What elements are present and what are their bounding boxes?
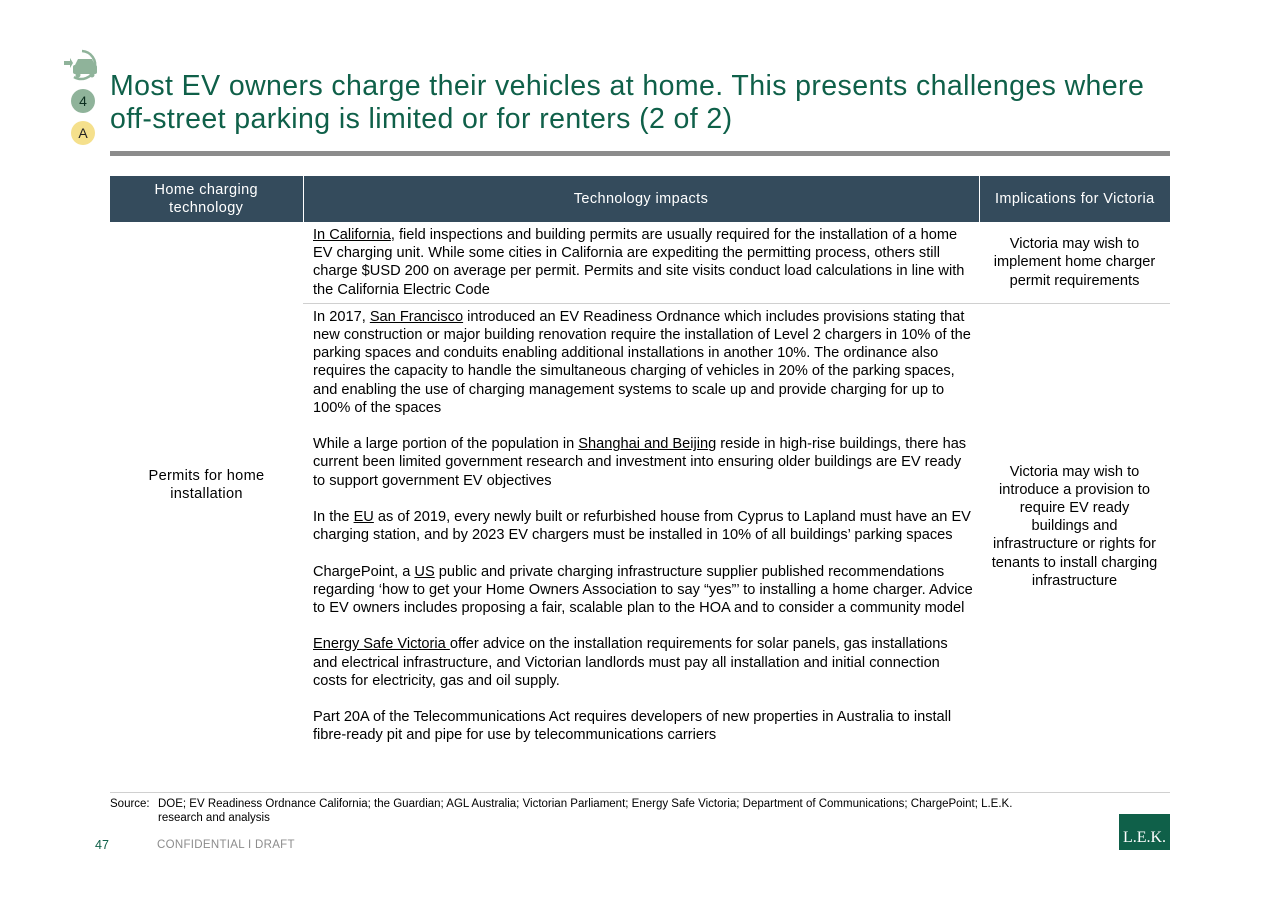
impact-paragraph <box>313 563 973 618</box>
source-text: DOE; EV Readiness Ordnance California; the Guardian; AGL Australia; Victorian Parliament; Energy Safe Victoria; Department of Communications; ChargePoint; L.E.K. research and analysis <box>158 798 1013 824</box>
impact-text: offer advice on the installation requirements for solar panels, gas installations and electrical infrastructure, and Victorian landlords must pay all installation and initial connection costs for electricity, gas and oil supply. <box>313 636 948 689</box>
ev-charger-icon <box>62 47 104 83</box>
page-title: Most EV owners charge their vehicles at home. This presents challenges where off-street parking is limited or for renters (2 of 2) <box>110 70 1145 135</box>
impact-text: as of 2019, every newly built or refurbished house from Cyprus to Lapland must have an EV charging station, and by 2023 EV chargers must be installed in 10% of all buildings’ parking spaces <box>313 509 971 544</box>
impact-prefix: While a large portion of the population in <box>313 436 579 453</box>
technology-cell: Permits for home installation <box>148 468 265 503</box>
source-label: Source: <box>110 798 150 810</box>
region-link: EU <box>353 509 374 526</box>
impact-prefix: In the <box>313 509 354 526</box>
impact-text: introduced an EV Readiness Ordnance which includes provisions stating that new construction or major building renovation require the installation of Level 2 chargers in 10% of the parking spaces and conduits enabling additional installations in another 10%. The ordinance also requires the capacity to handle the simultaneous charging of vehicles in 20% of the parking spaces, and enabling the use of charging management systems to scale up and provide charging for up to 100% of the spaces <box>313 308 971 416</box>
region-link: US <box>414 563 435 580</box>
impact-prefix: ChargePoint, a <box>313 563 415 580</box>
impact-paragraph <box>313 708 973 744</box>
company-logo: L.E.K. <box>1119 814 1170 850</box>
implication-cell: Victoria may wish to implement home charger permit requirements <box>979 222 1170 303</box>
impact-cell <box>303 303 979 748</box>
implication-cell: Victoria may wish to introduce a provision to require EV ready buildings and infrastructure or rights for tenants to install charging infrastructure <box>991 463 1158 589</box>
impact-text: , field inspections and building permits are usually required for the installation of a home EV charging unit. While some cities in California are expediting the permitting process, others still charge $USD 200 on average per permit. Permits and site visits conduct load calculations in line with the California Electric Code <box>313 227 965 298</box>
region-link: San Francisco <box>369 308 464 325</box>
region-link: In California <box>313 227 391 243</box>
region-link: Energy Safe Victoria <box>313 636 450 653</box>
impact-paragraph <box>313 508 973 544</box>
page-number: 47 <box>95 838 109 852</box>
impact-paragraph <box>313 226 973 299</box>
impact-paragraph <box>313 435 973 490</box>
header-implications-for-victoria: Implications for Victoria <box>979 176 1170 222</box>
section-letter-badge: A <box>71 121 95 145</box>
header-home-charging-technology: Home charging technology <box>110 176 303 222</box>
impact-text: public and private charging infrastructure supplier published recommendations regarding ‘how to get your Home Owners Association to say “yes”’ to installing a home charger. Advice to EV owners includes proposing a fair, scalable plan to the HOA and to consider a community model <box>313 563 973 617</box>
confidentiality-label: CONFIDENTIAL I DRAFT <box>157 839 295 851</box>
table-bottom-divider <box>110 792 1170 793</box>
comparison-table <box>110 176 1170 749</box>
region-link: Shanghai and Beijing <box>578 436 717 453</box>
impact-paragraph <box>313 635 973 690</box>
title-divider <box>110 151 1170 156</box>
impact-cell <box>303 222 979 303</box>
impact-prefix: In 2017, <box>313 308 370 325</box>
table-header-row <box>110 176 1170 222</box>
impact-paragraph <box>313 308 973 417</box>
impact-text: reside in high-rise buildings, there has current been limited government research and investment into ensuring older buildings are EV ready to support government EV objectives <box>313 436 967 489</box>
section-number-badge: 4 <box>71 89 95 113</box>
table-row <box>110 222 1170 303</box>
impact-text: Part 20A of the Telecommunications Act requires developers of new properties in Australia to install fibre-ready pit and pipe for use by telecommunications carriers <box>313 709 952 744</box>
header-technology-impacts: Technology impacts <box>303 176 979 222</box>
